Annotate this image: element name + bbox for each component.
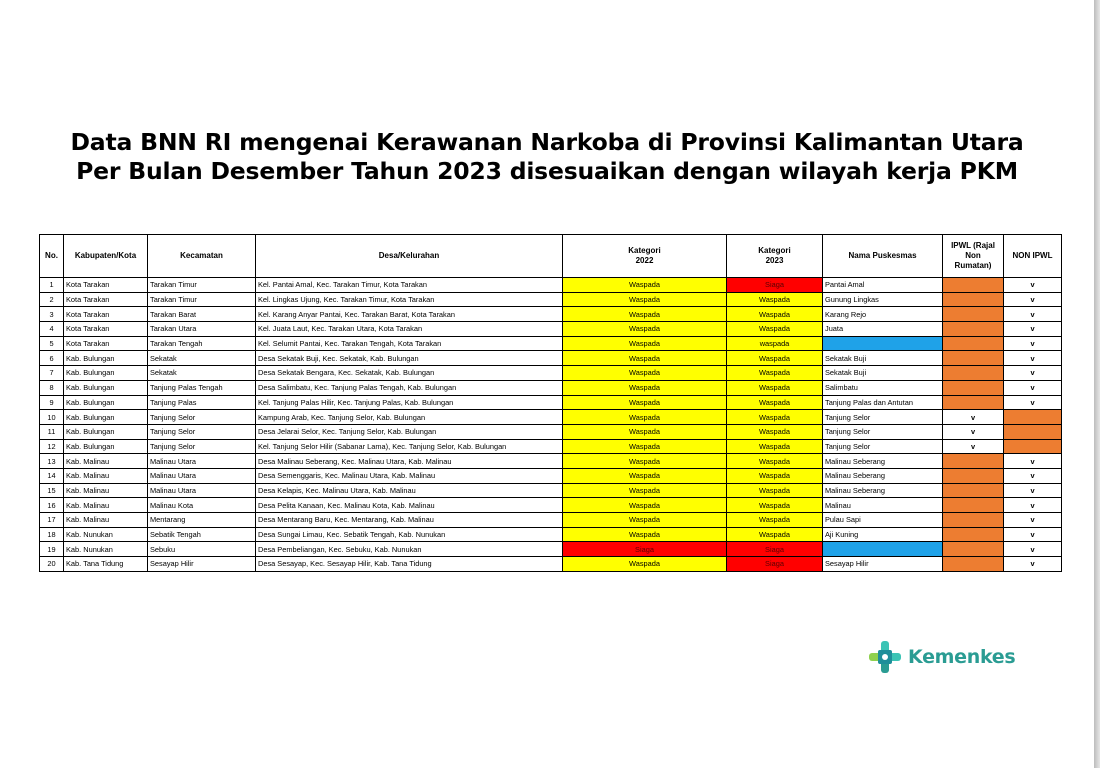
cell-no: 17 — [40, 513, 64, 528]
cell-puskesmas: Karang Rejo — [823, 307, 943, 322]
cell-kategori-2023: Siaga — [727, 278, 823, 293]
cell-kabupaten: Kab. Malinau — [64, 513, 148, 528]
cell-kategori-2022: Waspada — [563, 483, 727, 498]
cell-puskesmas: Pantai Amal — [823, 278, 943, 293]
table-row — [40, 410, 1062, 425]
cell-kategori-2023: Waspada — [727, 424, 823, 439]
cell-non-ipwl: v — [1004, 542, 1062, 557]
cell-ipwl — [943, 527, 1004, 542]
cell-no: 5 — [40, 336, 64, 351]
cell-kabupaten: Kab. Bulungan — [64, 424, 148, 439]
table-row — [40, 498, 1062, 513]
cell-kecamatan: Tarakan Barat — [148, 307, 256, 322]
cell-desa: Desa Sekatak Bengara, Kec. Sekatak, Kab. Bulungan — [256, 366, 563, 381]
table-row — [40, 351, 1062, 366]
cell-non-ipwl: v — [1004, 336, 1062, 351]
cell-kecamatan: Tarakan Tengah — [148, 336, 256, 351]
cell-no: 8 — [40, 380, 64, 395]
cell-desa: Desa Mentarang Baru, Kec. Mentarang, Kab. Malinau — [256, 513, 563, 528]
cell-no: 7 — [40, 366, 64, 381]
cell-kecamatan: Sekatak — [148, 366, 256, 381]
header-non-ipwl: NON IPWL — [1004, 235, 1062, 278]
cell-kecamatan: Tanjung Palas — [148, 395, 256, 410]
cell-puskesmas: Malinau — [823, 498, 943, 513]
table-row — [40, 292, 1062, 307]
cell-kategori-2022: Waspada — [563, 292, 727, 307]
cell-ipwl — [943, 395, 1004, 410]
cell-kategori-2023: Waspada — [727, 527, 823, 542]
cell-no: 9 — [40, 395, 64, 410]
cell-puskesmas: Juata — [823, 322, 943, 337]
table-header-row — [40, 235, 1062, 278]
cell-puskesmas: Malinau Seberang — [823, 468, 943, 483]
cell-puskesmas — [823, 336, 943, 351]
cell-kabupaten: Kota Tarakan — [64, 307, 148, 322]
table-row — [40, 278, 1062, 293]
cell-puskesmas: Malinau Seberang — [823, 454, 943, 469]
cell-no: 16 — [40, 498, 64, 513]
kemenkes-logo-icon — [868, 640, 902, 674]
cell-kabupaten: Kota Tarakan — [64, 336, 148, 351]
cell-puskesmas: Pulau Sapi — [823, 513, 943, 528]
cell-puskesmas: Gunung Lingkas — [823, 292, 943, 307]
cell-non-ipwl — [1004, 424, 1062, 439]
cell-non-ipwl: v — [1004, 454, 1062, 469]
table-body — [40, 278, 1062, 572]
cell-no: 2 — [40, 292, 64, 307]
table-row — [40, 380, 1062, 395]
table-row — [40, 307, 1062, 322]
cell-desa: Desa Jelarai Selor, Kec. Tanjung Selor, Kab. Bulungan — [256, 424, 563, 439]
cell-kecamatan: Tanjung Selor — [148, 424, 256, 439]
cell-no: 20 — [40, 557, 64, 572]
cell-kategori-2022: Waspada — [563, 454, 727, 469]
table-row — [40, 439, 1062, 454]
cell-desa: Kel. Lingkas Ujung, Kec. Tarakan Timur, Kota Tarakan — [256, 292, 563, 307]
table-row — [40, 542, 1062, 557]
cell-ipwl — [943, 498, 1004, 513]
cell-desa: Kel. Karang Anyar Pantai, Kec. Tarakan Barat, Kota Tarakan — [256, 307, 563, 322]
cell-ipwl — [943, 278, 1004, 293]
header-ipwl-line1: IPWL (Rajal — [951, 241, 995, 250]
table-row — [40, 424, 1062, 439]
cell-non-ipwl: v — [1004, 483, 1062, 498]
table-row — [40, 557, 1062, 572]
header-puskesmas: Nama Puskesmas — [823, 235, 943, 278]
cell-no: 11 — [40, 424, 64, 439]
cell-kategori-2022: Waspada — [563, 557, 727, 572]
cell-ipwl — [943, 483, 1004, 498]
cell-kabupaten: Kab. Malinau — [64, 483, 148, 498]
cell-puskesmas: Tanjung Palas dan Antutan — [823, 395, 943, 410]
table-row — [40, 454, 1062, 469]
cell-desa: Desa Salimbatu, Kec. Tanjung Palas Tengah, Kab. Bulungan — [256, 380, 563, 395]
cell-ipwl — [943, 468, 1004, 483]
cell-desa: Desa Sekatak Buji, Kec. Sekatak, Kab. Bulungan — [256, 351, 563, 366]
cell-ipwl — [943, 513, 1004, 528]
cell-kategori-2023: Waspada — [727, 307, 823, 322]
cell-non-ipwl: v — [1004, 307, 1062, 322]
table-row — [40, 395, 1062, 410]
cell-desa: Desa Sungai Limau, Kec. Sebatik Tengah, Kab. Nunukan — [256, 527, 563, 542]
cell-kecamatan: Tarakan Timur — [148, 278, 256, 293]
cell-ipwl: v — [943, 439, 1004, 454]
header-desa: Desa/Kelurahan — [256, 235, 563, 278]
cell-no: 18 — [40, 527, 64, 542]
cell-desa: Desa Semenggaris, Kec. Malinau Utara, Kab. Malinau — [256, 468, 563, 483]
cell-kategori-2023: Waspada — [727, 483, 823, 498]
cell-non-ipwl: v — [1004, 498, 1062, 513]
cell-ipwl — [943, 322, 1004, 337]
cell-ipwl — [943, 336, 1004, 351]
cell-ipwl — [943, 351, 1004, 366]
cell-kecamatan: Malinau Utara — [148, 454, 256, 469]
cell-kategori-2023: Waspada — [727, 351, 823, 366]
page-edge — [1094, 0, 1100, 768]
cell-kategori-2022: Waspada — [563, 527, 727, 542]
title-line-2: Per Bulan Desember Tahun 2023 disesuaikan dengan wilayah kerja PKM — [76, 157, 1018, 185]
cell-kategori-2023: Waspada — [727, 454, 823, 469]
cell-puskesmas: Tanjung Selor — [823, 424, 943, 439]
cell-ipwl — [943, 542, 1004, 557]
cell-ipwl — [943, 454, 1004, 469]
title-line-1: Data BNN RI mengenai Kerawanan Narkoba di Provinsi Kalimantan Utara — [70, 128, 1024, 156]
cell-desa: Kampung Arab, Kec. Tanjung Selor, Kab. Bulungan — [256, 410, 563, 425]
cell-ipwl — [943, 307, 1004, 322]
table-row — [40, 336, 1062, 351]
cell-non-ipwl: v — [1004, 366, 1062, 381]
cell-kabupaten: Kab. Bulungan — [64, 380, 148, 395]
cell-kecamatan: Tanjung Palas Tengah — [148, 380, 256, 395]
cell-kategori-2023: Waspada — [727, 410, 823, 425]
cell-ipwl: v — [943, 410, 1004, 425]
cell-kabupaten: Kab. Malinau — [64, 468, 148, 483]
cell-desa: Kel. Juata Laut, Kec. Tarakan Utara, Kota Tarakan — [256, 322, 563, 337]
header-kategori-2022 — [563, 235, 727, 278]
cell-kategori-2023: Waspada — [727, 468, 823, 483]
cell-kabupaten: Kab. Bulungan — [64, 439, 148, 454]
cell-non-ipwl: v — [1004, 292, 1062, 307]
cell-desa: Kel. Pantai Amal, Kec. Tarakan Timur, Kota Tarakan — [256, 278, 563, 293]
cell-kategori-2022: Waspada — [563, 336, 727, 351]
header-kabupaten: Kabupaten/Kota — [64, 235, 148, 278]
cell-kecamatan: Malinau Utara — [148, 483, 256, 498]
cell-kategori-2022: Waspada — [563, 366, 727, 381]
cell-ipwl — [943, 557, 1004, 572]
cell-desa: Kel. Selumit Pantai, Kec. Tarakan Tengah, Kota Tarakan — [256, 336, 563, 351]
cell-no: 14 — [40, 468, 64, 483]
cell-non-ipwl: v — [1004, 395, 1062, 410]
cell-kecamatan: Malinau Utara — [148, 468, 256, 483]
cell-kategori-2022: Waspada — [563, 410, 727, 425]
cell-non-ipwl: v — [1004, 380, 1062, 395]
cell-kabupaten: Kab. Bulungan — [64, 410, 148, 425]
cell-kecamatan: Malinau Kota — [148, 498, 256, 513]
cell-non-ipwl: v — [1004, 468, 1062, 483]
cell-non-ipwl — [1004, 410, 1062, 425]
cell-ipwl — [943, 380, 1004, 395]
cell-kategori-2022: Waspada — [563, 307, 727, 322]
cell-no: 6 — [40, 351, 64, 366]
table-row — [40, 322, 1062, 337]
table-row — [40, 468, 1062, 483]
header-kategori-2023 — [727, 235, 823, 278]
cell-kategori-2022: Waspada — [563, 424, 727, 439]
cell-kecamatan: Sesayap Hilir — [148, 557, 256, 572]
kemenkes-logo-text: Kemenkes — [908, 646, 1016, 668]
cell-kategori-2022: Waspada — [563, 278, 727, 293]
cell-puskesmas: Salimbatu — [823, 380, 943, 395]
cell-kabupaten: Kab. Malinau — [64, 454, 148, 469]
header-no: No. — [40, 235, 64, 278]
kemenkes-logo — [868, 640, 1015, 674]
cell-kabupaten: Kab. Nunukan — [64, 542, 148, 557]
cell-puskesmas: Sesayap Hilir — [823, 557, 943, 572]
cell-desa: Desa Pelita Kanaan, Kec. Malinau Kota, Kab. Malinau — [256, 498, 563, 513]
cell-no: 15 — [40, 483, 64, 498]
cell-kategori-2022: Waspada — [563, 380, 727, 395]
cell-kategori-2023: waspada — [727, 336, 823, 351]
header-ipwl-line3: Rumatan) — [954, 261, 992, 270]
kerawanan-table — [39, 234, 1062, 572]
cell-kategori-2023: Waspada — [727, 498, 823, 513]
cell-kategori-2023: Waspada — [727, 380, 823, 395]
cell-desa: Desa Malinau Seberang, Kec. Malinau Utara, Kab. Malinau — [256, 454, 563, 469]
table-row — [40, 513, 1062, 528]
cell-kategori-2022: Waspada — [563, 498, 727, 513]
cell-no: 1 — [40, 278, 64, 293]
cell-desa: Kel. Tanjung Selor Hilir (Sabanar Lama), Kec. Tanjung Selor, Kab. Bulungan — [256, 439, 563, 454]
cell-kabupaten: Kota Tarakan — [64, 278, 148, 293]
cell-kategori-2023: Waspada — [727, 395, 823, 410]
table-row — [40, 527, 1062, 542]
cell-kategori-2022: Waspada — [563, 439, 727, 454]
cell-kategori-2022: Waspada — [563, 351, 727, 366]
cell-non-ipwl: v — [1004, 322, 1062, 337]
header-kategori-2022-year: 2022 — [635, 256, 654, 265]
header-kategori-2023-label: Kategori — [758, 246, 791, 255]
cell-kategori-2022: Waspada — [563, 322, 727, 337]
header-kategori-2023-year: 2023 — [765, 256, 784, 265]
cell-kabupaten: Kab. Malinau — [64, 498, 148, 513]
cell-kabupaten: Kab. Bulungan — [64, 351, 148, 366]
cell-kecamatan: Sebatik Tengah — [148, 527, 256, 542]
cell-kecamatan: Sekatak — [148, 351, 256, 366]
cell-kategori-2023: Waspada — [727, 513, 823, 528]
cell-desa: Kel. Tanjung Palas Hilir, Kec. Tanjung Palas, Kab. Bulungan — [256, 395, 563, 410]
cell-kabupaten: Kab. Bulungan — [64, 366, 148, 381]
cell-desa: Desa Sesayap, Kec. Sesayap Hilir, Kab. Tana Tidung — [256, 557, 563, 572]
cell-puskesmas — [823, 542, 943, 557]
cell-no: 13 — [40, 454, 64, 469]
cell-puskesmas: Tanjung Selor — [823, 410, 943, 425]
cell-non-ipwl: v — [1004, 527, 1062, 542]
cell-kabupaten: Kab. Bulungan — [64, 395, 148, 410]
cell-puskesmas: Malinau Seberang — [823, 483, 943, 498]
cell-kabupaten: Kab. Tana Tidung — [64, 557, 148, 572]
header-ipwl — [943, 235, 1004, 278]
cell-puskesmas: Sekatak Buji — [823, 366, 943, 381]
cell-kategori-2023: Waspada — [727, 322, 823, 337]
header-ipwl-line2: Non — [965, 251, 981, 260]
cell-kabupaten: Kab. Nunukan — [64, 527, 148, 542]
cell-kecamatan: Mentarang — [148, 513, 256, 528]
cell-non-ipwl — [1004, 439, 1062, 454]
cell-kategori-2023: Waspada — [727, 439, 823, 454]
cell-kategori-2023: Waspada — [727, 292, 823, 307]
cell-no: 3 — [40, 307, 64, 322]
cell-kategori-2023: Siaga — [727, 557, 823, 572]
cell-kecamatan: Tanjung Selor — [148, 439, 256, 454]
cell-kecamatan: Tarakan Utara — [148, 322, 256, 337]
cell-ipwl — [943, 292, 1004, 307]
header-kategori-2022-label: Kategori — [628, 246, 661, 255]
cell-puskesmas: Aji Kuning — [823, 527, 943, 542]
cell-kategori-2023: Siaga — [727, 542, 823, 557]
document-title — [0, 128, 1094, 186]
table-row — [40, 366, 1062, 381]
header-kecamatan: Kecamatan — [148, 235, 256, 278]
cell-puskesmas: Sekatak Buji — [823, 351, 943, 366]
cell-kategori-2022: Siaga — [563, 542, 727, 557]
table-row — [40, 483, 1062, 498]
cell-no: 10 — [40, 410, 64, 425]
cell-kategori-2022: Waspada — [563, 513, 727, 528]
cell-kategori-2022: Waspada — [563, 468, 727, 483]
cell-kecamatan: Sebuku — [148, 542, 256, 557]
cell-non-ipwl: v — [1004, 351, 1062, 366]
cell-non-ipwl: v — [1004, 557, 1062, 572]
cell-non-ipwl: v — [1004, 513, 1062, 528]
cell-ipwl: v — [943, 424, 1004, 439]
cell-kategori-2022: Waspada — [563, 395, 727, 410]
cell-kecamatan: Tarakan Timur — [148, 292, 256, 307]
cell-puskesmas: Tanjung Selor — [823, 439, 943, 454]
cell-non-ipwl: v — [1004, 278, 1062, 293]
cell-no: 19 — [40, 542, 64, 557]
cell-kabupaten: Kota Tarakan — [64, 322, 148, 337]
cell-kategori-2023: Waspada — [727, 366, 823, 381]
cell-kabupaten: Kota Tarakan — [64, 292, 148, 307]
cell-no: 12 — [40, 439, 64, 454]
cell-no: 4 — [40, 322, 64, 337]
cell-desa: Desa Kelapis, Kec. Malinau Utara, Kab. Malinau — [256, 483, 563, 498]
cell-ipwl — [943, 366, 1004, 381]
cell-kecamatan: Tanjung Selor — [148, 410, 256, 425]
cell-desa: Desa Pembeliangan, Kec. Sebuku, Kab. Nunukan — [256, 542, 563, 557]
